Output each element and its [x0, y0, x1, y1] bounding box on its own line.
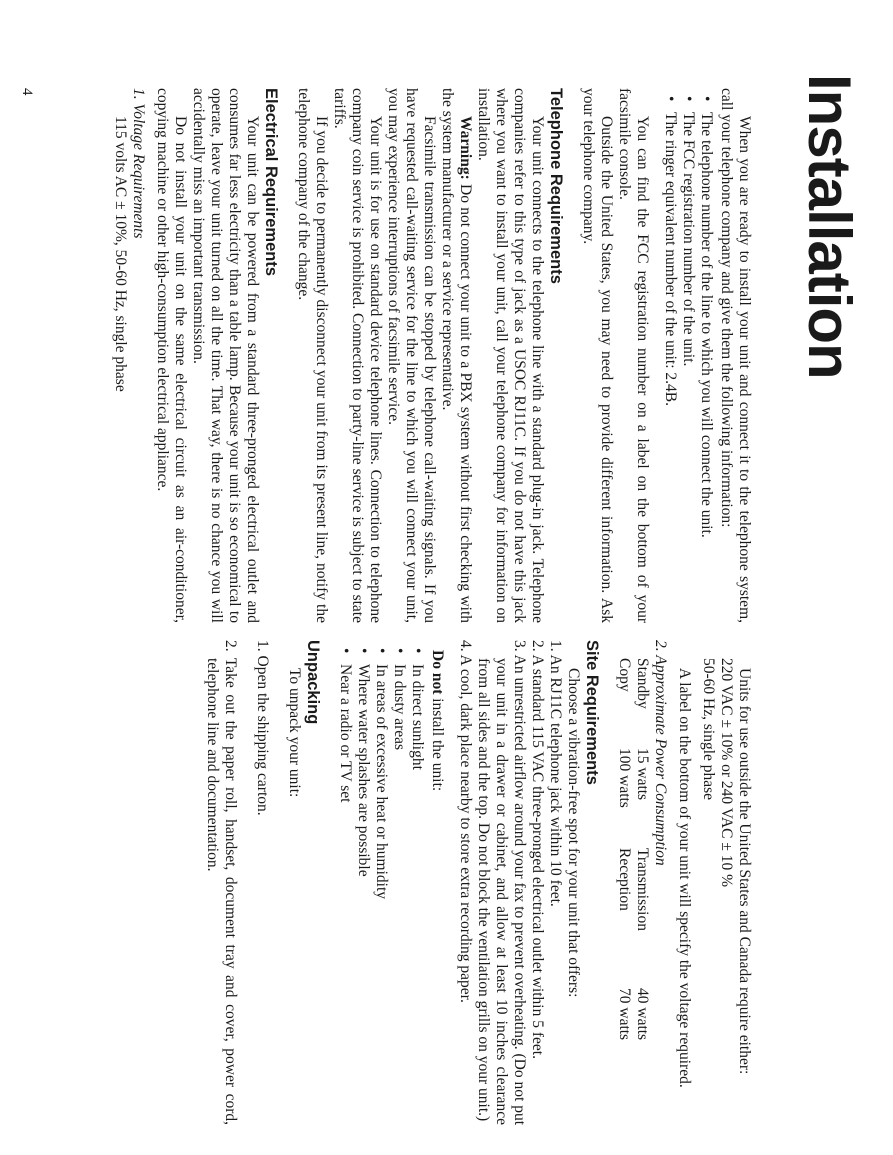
call-waiting-paragraph: Facsimile transmission can be stopped by telephone call-waiting signals. If you have requested call-waiting service for the line to which you will connect your unit, you may experience interruptions of facsimile service.	[385, 88, 438, 623]
table-cell: 15 watts	[634, 748, 651, 801]
do-not-rest: install the unit:	[429, 694, 446, 792]
list-item: 3. An unrestricted airflow around your fax to prevent overheating. (Do not put your unit in a drawer or cabinet, and allow at least 10 inches clearance from all sides and the top. Do not block the ventilation grills on your unit.)	[475, 640, 528, 1125]
page-number: 4	[19, 88, 35, 96]
electrical-requirements-heading: Electrical Requirements	[262, 88, 280, 276]
list-item: 2. A standard 115 VAC three-pronged electrical outlet within 5 feet.	[529, 640, 546, 1059]
voltage-heading: 1. Voltage Requirements	[130, 88, 147, 239]
list-item: • The telephone number of the line to which you will connect the unit.	[697, 96, 715, 623]
right-column	[203, 640, 753, 1125]
list-item: • Near a radio or TV set	[336, 648, 354, 1125]
fcc-label-paragraph: You can find the FCC registration number on a label on the bottom of your facsimile console.	[616, 88, 651, 623]
list-item: • Where water splashes are possible	[354, 648, 372, 1125]
telephone-paragraph: Your unit connects to the telephone line with a standard plug-in jack. Telephone companies refer to this type of jack as a USOC RJ11C. If you do not have this jack where you want to install your unit, call your telephone company for information on installation.	[475, 88, 546, 623]
site-intro: Choose a vibration-free spot for your unit that offers:	[565, 668, 582, 998]
units-voltage-line: 220 VAC ± 10% or 240 VAC ± 10 %	[718, 658, 735, 888]
list-item: 2. Take out the paper roll, handset, document tray and cover, power cord, telephone line and documentation.	[204, 640, 239, 1125]
table-cell: Transmission	[634, 848, 651, 931]
table-cell: Reception	[616, 848, 633, 911]
list-item: 1. An RJ11C telephone jack within 10 feet.	[547, 640, 564, 907]
list-item: • In dusty areas	[390, 648, 408, 1125]
circuit-paragraph: Do not install your unit on the same electrical circuit as an air-conditioner, copying machine or other high-consumption electrical appliance.	[154, 88, 189, 623]
list-item: • The FCC registration number of the unit.	[679, 96, 697, 623]
voltage-label-paragraph: A label on the bottom of your unit will specify the voltage required.	[676, 668, 693, 1088]
list-item: • The ringer equivalent number of the unit: 2.4B.	[661, 96, 679, 623]
intro-paragraph: When you are ready to install your unit and connect it to the telephone system, call your telephone company and give them the following information:	[718, 88, 753, 623]
outside-us-paragraph: Outside the United States, you may need to provide different information. Ask your telephone company.	[580, 88, 615, 623]
unpacking-intro: To unpack your unit:	[286, 668, 303, 798]
left-column	[111, 88, 753, 623]
table-cell: Standby	[634, 658, 651, 709]
do-not-install-list	[336, 640, 426, 1125]
unpacking-heading: Unpacking	[304, 640, 322, 725]
list-item: • In direct sunlight	[408, 648, 426, 1125]
power-consumption-table	[615, 658, 651, 1125]
warning-paragraph	[438, 88, 474, 623]
list-item: • In areas of excessive heat or humidity	[372, 648, 390, 1125]
electrical-paragraph: Your unit can be powered from a standard three-pronged electrical outlet and consumes far less electricity than a table lamp. Because your unit is so economical to operate, leave your unit turned on all the time. That way, there is no chance you will accidentally miss an important transmission.	[190, 88, 261, 623]
telephone-requirements-heading: Telephone Requirements	[547, 88, 565, 284]
list-item: 4. A cool, dark place nearby to store extra recording paper.	[457, 640, 474, 1003]
disconnect-paragraph: If you decide to permanently disconnect your unit from its present line, notify the telephone company of the change.	[295, 88, 330, 623]
table-cell: 70 watts	[616, 988, 633, 1041]
power-consumption-heading: 2. Approximate Power Consumption	[652, 640, 669, 866]
list-item: 1. Open the shipping carton.	[254, 640, 271, 816]
units-outside-paragraph: Units for use outside the United States and Canada require either:	[736, 668, 753, 1075]
table-cell: 100 watts	[616, 748, 633, 808]
do-not-install-intro	[428, 640, 446, 1125]
units-frequency-line: 50-60 Hz, single phase	[700, 658, 717, 801]
standard-lines-paragraph: Your unit is for use on standard device telephone lines. Connection to telephone company coin service is prohibited. Connection to party-line service is subject to state tariffs.	[331, 88, 384, 623]
warning-text: Do not connect your unit to a PBX system without first checking with the system manufacturer or a service representative.	[439, 88, 474, 623]
table-cell: Copy	[616, 658, 633, 692]
site-requirements-heading: Site Requirements	[583, 640, 601, 785]
phone-info-list	[661, 88, 715, 623]
table-cell: 40 watts	[634, 988, 651, 1041]
page-title: Installation	[796, 74, 863, 379]
voltage-text: 115 volts AC ± 10%, 50-60 Hz, single phase	[112, 116, 129, 392]
warning-label: Warning:	[457, 116, 474, 180]
do-not-label: Do not	[429, 650, 446, 695]
